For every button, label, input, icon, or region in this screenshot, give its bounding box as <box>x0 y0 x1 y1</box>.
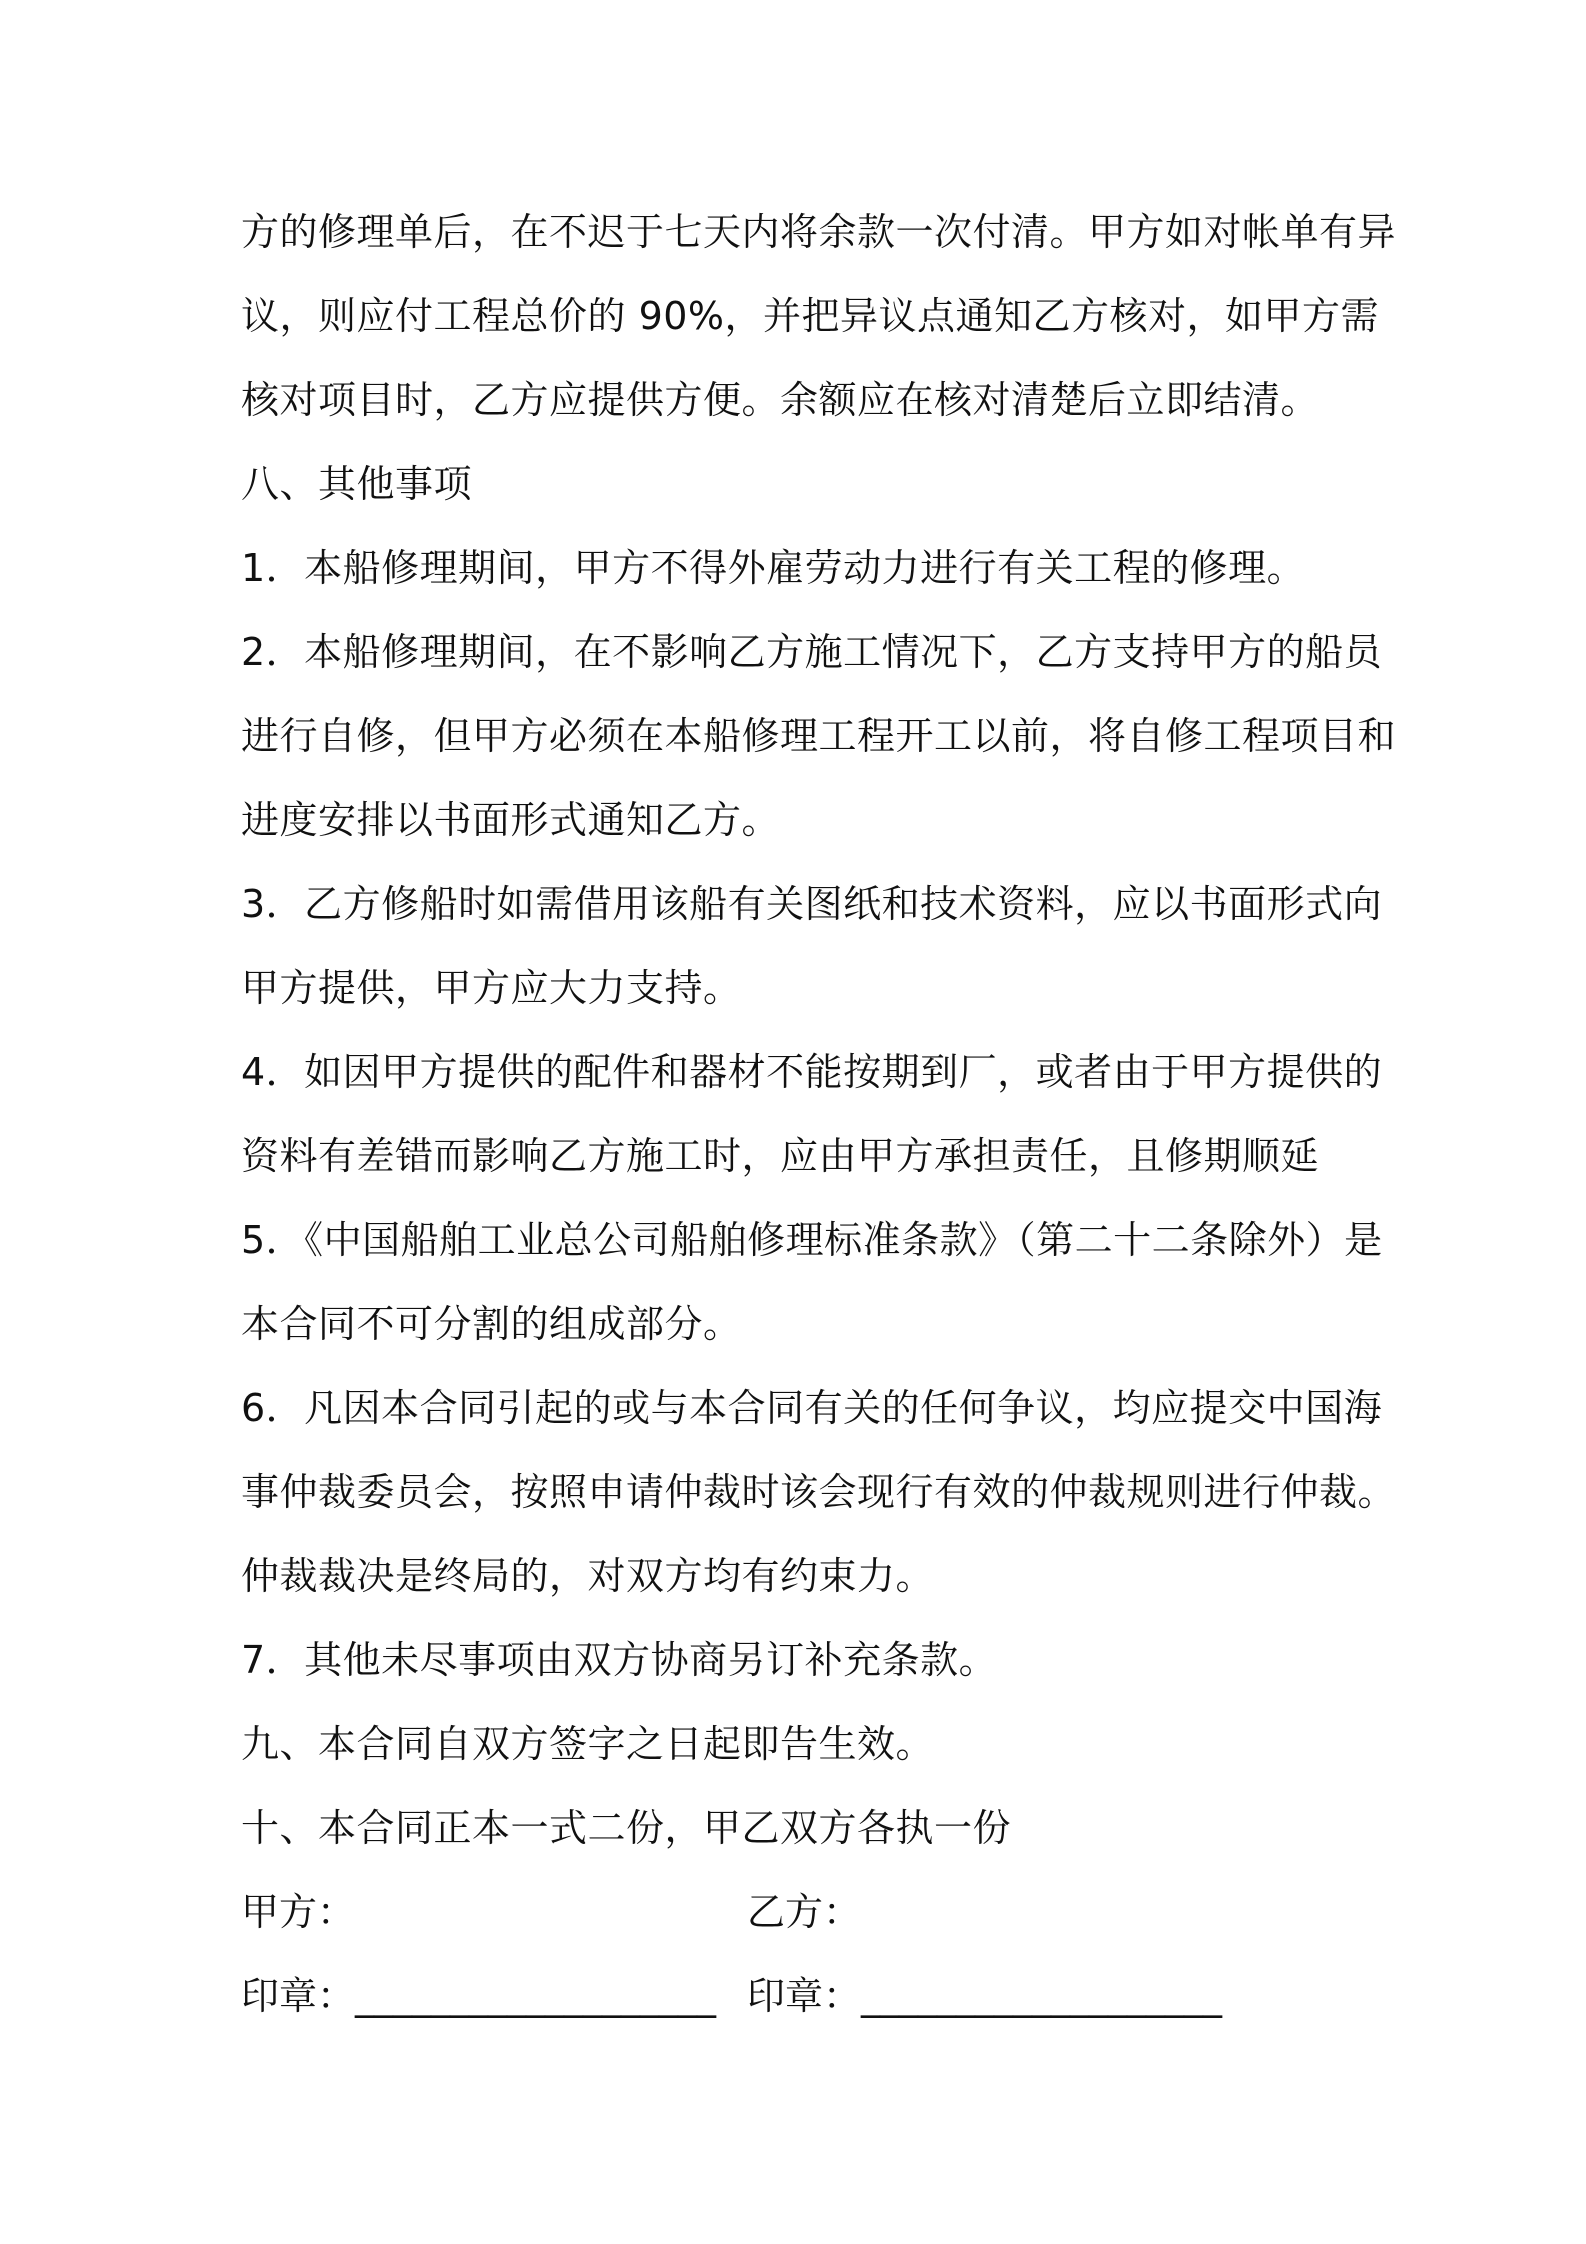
party-row <box>241 1870 1361 1954</box>
clause-2: 2．本船修理期间，在不影响乙方施工情况下，乙方支持甲方的船员 <box>241 630 1383 674</box>
clause-3: 3．乙方修船时如需借用该船有关图纸和技术资料，应以书面形式向 <box>241 882 1383 926</box>
party-a-label: 甲方： <box>241 1890 356 1934</box>
text-line: 资料有差错而影响乙方施工时，应由甲方承担责任，且修期顺延 <box>241 1134 1320 1178</box>
clause-4: 4．如因甲方提供的配件和器材不能按期到厂，或者由于甲方提供的 <box>241 1050 1383 1094</box>
text-line: 进度安排以书面形式通知乙方。 <box>241 798 781 842</box>
text-line: 核对项目时，乙方应提供方便。余额应在核对清楚后立即结清。 <box>241 378 1320 422</box>
text-line: 本合同不可分割的组成部分。 <box>241 1302 742 1346</box>
clause-6: 6．凡因本合同引起的或与本合同有关的任何争议，均应提交中国海 <box>241 1386 1383 1430</box>
document-body <box>241 190 1397 2038</box>
seal-b-line: 印章：___________________ <box>747 1974 1223 2018</box>
text-line: 进行自修，但甲方必须在本船修理工程开工以前，将自修工程项目和 <box>241 714 1397 758</box>
text-line: 仲裁裁决是终局的，对双方均有约束力。 <box>241 1554 935 1598</box>
text-line: 方的修理单后，在不迟于七天内将余款一次付清。甲方如对帐单有异 <box>241 210 1397 254</box>
text-line: 议，则应付工程总价的 90%，并把异议点通知乙方核对，如甲方需 <box>241 294 1380 338</box>
text-line: 事仲裁委员会，按照申请仲裁时该会现行有效的仲裁规则进行仲裁。 <box>241 1470 1397 1514</box>
seal-a-line: 印章：___________________ <box>241 1974 717 2018</box>
clause-1: 1．本船修理期间，甲方不得外雇劳动力进行有关工程的修理。 <box>241 546 1306 590</box>
section-heading: 八、其他事项 <box>241 462 473 506</box>
text-line: 甲方提供，甲方应大力支持。 <box>241 966 742 1010</box>
section-nine: 九、本合同自双方签字之日起即告生效。 <box>241 1722 935 1766</box>
seal-row <box>241 1954 1361 2038</box>
section-ten: 十、本合同正本一式二份，甲乙双方各执一份 <box>241 1806 1012 1850</box>
clause-7: 7．其他未尽事项由双方协商另订补充条款。 <box>241 1638 998 1682</box>
party-b-label: 乙方： <box>747 1890 862 1934</box>
clause-5: 5．《中国船舶工业总公司船舶修理标准条款》（第二十二条除外）是 <box>241 1218 1383 1262</box>
